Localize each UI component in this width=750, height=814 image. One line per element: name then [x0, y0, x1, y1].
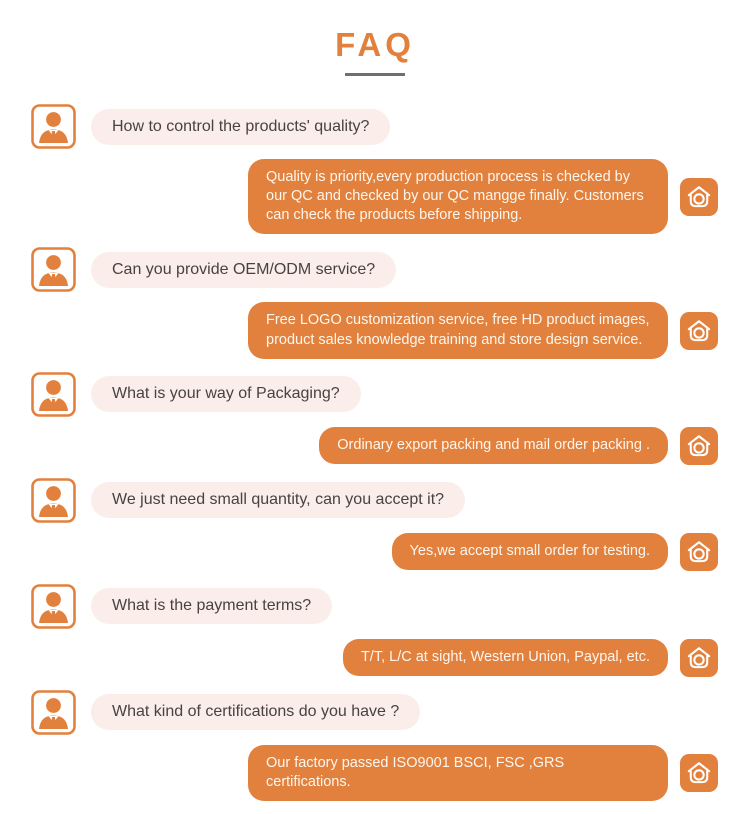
answer-bubble [248, 302, 668, 358]
answer-text: T/T, L/C at sight, Western Union, Paypal, etc. [360, 649, 650, 666]
avatar [31, 584, 76, 629]
faq-list [0, 104, 750, 801]
answer-row [0, 639, 718, 677]
question-bubble [91, 376, 361, 412]
answer-text: Free LOGO customization service, free HD product images, product sales knowledge training and store design service. [266, 312, 650, 348]
answer-row [0, 533, 718, 571]
question-text: Can you provide OEM/ODM service? [112, 260, 376, 278]
question-row [31, 690, 750, 735]
person-icon [31, 584, 76, 629]
answer-text: Quality is priority,every production process is checked by our QC and checked by our QC mangge finally. Customers can check the products before shipping. [266, 169, 644, 224]
question-row [31, 478, 750, 523]
answer-row [0, 745, 718, 801]
camera-home-icon [686, 318, 712, 344]
answer-row [0, 159, 718, 234]
answer-bubble [248, 745, 668, 801]
avatar [31, 247, 76, 292]
camera-home-button[interactable] [680, 754, 718, 792]
camera-home-icon [686, 433, 712, 459]
answer-bubble [392, 533, 668, 570]
question-row [31, 584, 750, 629]
question-row [31, 104, 750, 149]
avatar [31, 478, 76, 523]
avatar [31, 690, 76, 735]
faq-item [0, 478, 750, 571]
question-bubble [91, 482, 465, 518]
answer-bubble [343, 639, 668, 676]
faq-item [0, 247, 750, 358]
camera-home-button[interactable] [680, 639, 718, 677]
faq-item [0, 104, 750, 234]
question-text: We just need small quantity, can you accept it? [112, 491, 445, 509]
title-underline [345, 73, 405, 76]
avatar [31, 372, 76, 417]
page-title: FAQ [335, 26, 415, 63]
question-bubble [91, 588, 332, 624]
camera-home-button[interactable] [680, 178, 718, 216]
faq-header [0, 0, 750, 76]
person-icon [31, 104, 76, 149]
answer-bubble [248, 159, 668, 234]
camera-home-button[interactable] [680, 533, 718, 571]
faq-item [0, 584, 750, 677]
faq-item [0, 372, 750, 465]
camera-home-button[interactable] [680, 427, 718, 465]
answer-text: Our factory passed ISO9001 BSCI, FSC ,GRS certifications. [266, 754, 565, 790]
question-bubble [91, 694, 420, 730]
camera-home-icon [686, 645, 712, 671]
question-text: What is your way of Packaging? [112, 385, 340, 403]
camera-home-icon [686, 539, 712, 565]
question-text: How to control the products' quality? [112, 117, 370, 135]
answer-row [0, 427, 718, 465]
question-text: What is the payment terms? [112, 597, 312, 615]
person-icon [31, 372, 76, 417]
answer-bubble [319, 427, 668, 464]
camera-home-button[interactable] [680, 312, 718, 350]
question-row [31, 247, 750, 292]
faq-item [0, 690, 750, 801]
person-icon [31, 478, 76, 523]
person-icon [31, 247, 76, 292]
question-bubble [91, 252, 396, 288]
answer-text: Ordinary export packing and mail order packing . [337, 437, 650, 454]
camera-home-icon [686, 184, 712, 210]
person-icon [31, 690, 76, 735]
question-text: What kind of certifications do you have ? [112, 703, 400, 721]
answer-row [0, 302, 718, 358]
avatar [31, 104, 76, 149]
question-bubble [91, 109, 390, 145]
question-row [31, 372, 750, 417]
answer-text: Yes,we accept small order for testing. [409, 543, 650, 560]
